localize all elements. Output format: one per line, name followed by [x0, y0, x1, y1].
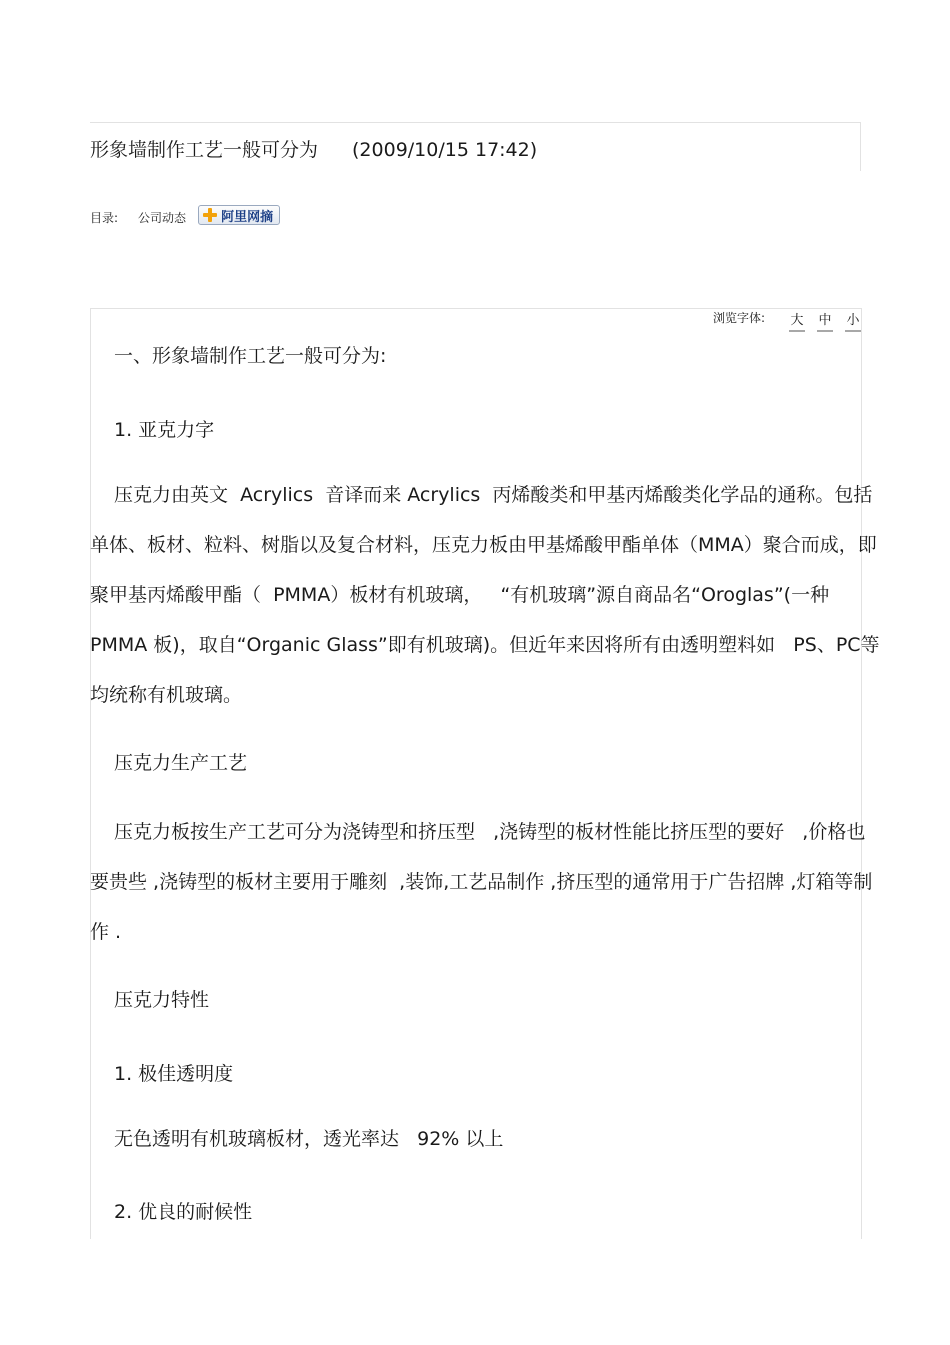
paragraph-body: 压克力由英文 Acrylics 音译而来 Acrylics 丙烯酸类和甲基丙烯酸类化学品的通称。包括单体、板材、粒料、树脂以及复合材料，压克力板由甲基烯酸甲酯单体（MMA）聚合而成，即聚甲基丙烯酸甲酯（ PMMA）板材有机玻璃， “有机玻璃”源自商品名“Oroglas”(一种 PMMA 板)，取自“Organic Glass”即有机玻璃)。但近年来因将所有由透明塑料如 PS、PC等均统称有机玻璃。	[90, 484, 880, 706]
meta-row	[90, 204, 280, 230]
font-size-label: 浏览字体:	[712, 311, 765, 325]
font-size-switcher	[713, 309, 861, 332]
category-label: 目录:	[90, 210, 119, 225]
paragraph-body: 无色透明有机玻璃板材，透光率达 92% 以上	[114, 1128, 504, 1150]
paragraph-subheading: 1. 极佳透明度	[114, 1063, 234, 1085]
article-title-box	[90, 122, 861, 171]
paragraph-subheading: 压克力特性	[114, 989, 210, 1011]
paragraph-heading: 一、形象墙制作工艺一般可分为:	[114, 345, 387, 367]
font-size-small[interactable]: 小	[845, 309, 861, 332]
ali-bookmark-label: 阿里网摘	[221, 209, 274, 225]
page-title	[90, 135, 537, 162]
category-link[interactable]: 公司动态	[138, 210, 187, 225]
post-date: (2009/10/15 17:42)	[352, 139, 538, 161]
paragraph-body: 压克力板按生产工艺可分为浇铸型和挤压型 ,浇铸型的板材性能比挤压型的要好 ,价格也要贵些 ,浇铸型的板材主要用于雕刻 ,装饰,工艺品制作 ,挤压型的通常用于广告招牌 ,灯箱等制作 .	[90, 821, 873, 943]
font-size-large[interactable]: 大	[789, 309, 805, 332]
font-size-medium[interactable]: 中	[817, 309, 833, 332]
paragraph-subheading: 2. 优良的耐候性	[114, 1201, 253, 1223]
paragraph-subheading: 1. 亚克力字	[114, 419, 215, 441]
plus-icon	[203, 208, 217, 222]
ali-bookmark-button[interactable]	[198, 205, 280, 225]
title-text: 形象墙制作工艺一般可分为	[90, 139, 319, 161]
paragraph-subheading: 压克力生产工艺	[114, 752, 248, 774]
